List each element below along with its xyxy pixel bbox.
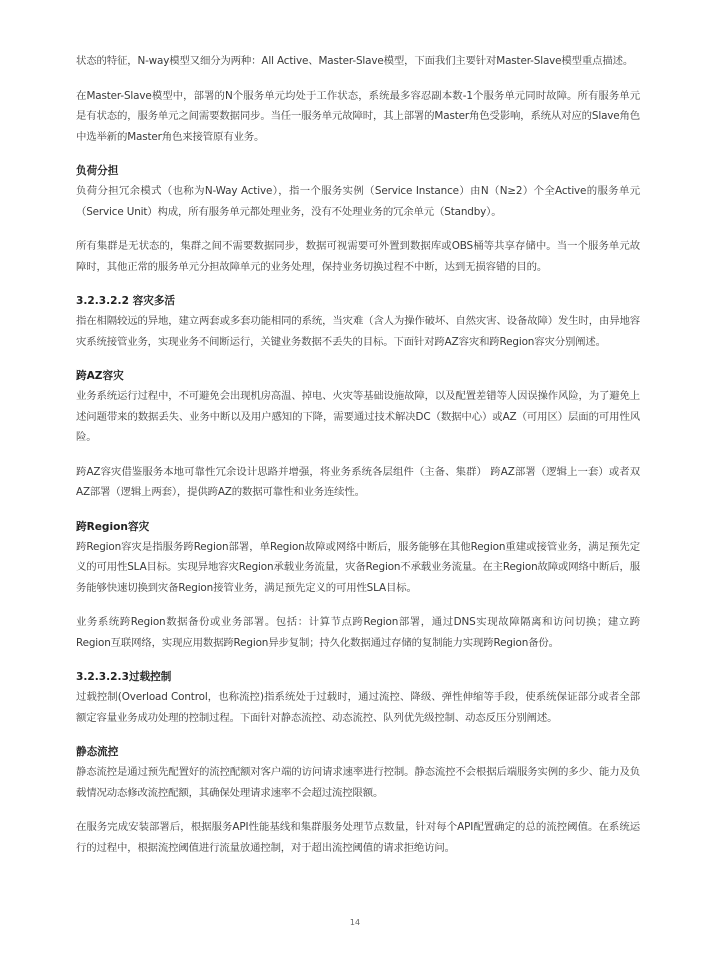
paragraph: 负荷分担冗余模式（也称为N-Way Active），指一个服务实例（Service Instance）由N（N≥2）个全Active的服务单元（Service Unit）构成，所有服务单元都处理业务，没有不处理业务的冗余单元（Standby）。 — [76, 185, 640, 218]
section-heading-load-sharing: 负荷分担 — [76, 165, 119, 177]
paragraph: 跨Region容灾是指服务跨Region部署，单Region故障或网络中断后，服务能够在其他Region重建或接管业务，满足预先定义的可用性SLA目标。实现异地容灾Region承载业务流量，灾备Region不承载业务流量。在主Region故障或网络中断后，服务能够快速切换到灾备Region接管业务，满足预先定义的可用性SLA目标。 — [76, 540, 640, 594]
paragraph: 所有集群是无状态的，集群之间不需要数据同步，数据可视需要可外置到数据库或OBS桶等共享存储中。当一个服务单元故障时，其他正常的服务单元分担故障单元的业务处理，保持业务切换过程不中断，达到无损容错的目的。 — [76, 240, 640, 273]
paragraph: 业务系统跨Region数据备份或业务部署。包括：计算节点跨Region部署，通过DNS实现故障隔离和访问切换；建立跨Region互联网络，实现应用数据跨Region异步复制；持久化数据通过存储的复制能力实现跨Region备份。 — [76, 616, 640, 649]
paragraph: 业务系统运行过程中，不可避免会出现机房高温、掉电、火灾等基础设施故障，以及配置差错等人因误操作风险，为了避免上述问题带来的数据丢失、业务中断以及用户感知的下降，需要通过技术解决DC（数据中心）或AZ（可用区）层面的可用性风险。 — [76, 390, 640, 443]
paragraph: 在Master-Slave模型中，部署的N个服务单元均处于工作状态，系统最多容忍副本数-1个服务单元同时故障。所有服务单元是有状态的，服务单元之间需要数据同步。当任一服务单元故障时，其上部署的Master角色受影响，系统从对应的Slave角色中选举新的Master角色来接管原有业务。 — [76, 89, 641, 143]
section-heading-overload-control: 3.2.3.2.3过载控制 — [76, 671, 172, 683]
paragraph: 状态的特征，N-way模型又细分为两种：All Active、Master-Slave模型，下面我们主要针对Master-Slave模型重点描述。 — [76, 55, 634, 67]
section-heading-static-flow-control: 静态流控 — [76, 746, 119, 758]
section-heading-disaster-recovery: 3.2.3.2.2 容灾多活 — [76, 295, 176, 307]
section-heading-cross-az: 跨AZ容灾 — [76, 370, 124, 382]
paragraph: 指在相隔较远的异地，建立两套或多套功能相同的系统，当灾难（含人为操作破坏、自然灾害、设备故障）发生时，由异地容灾系统接管业务，实现业务不间断运行，关键业务数据不丢失的目标。下面针对跨AZ容灾和跨Region容灾分别阐述。 — [76, 315, 640, 348]
paragraph: 静态流控是通过预先配置好的流控配额对客户端的访问请求速率进行控制。静态流控不会根据后端服务实例的多少、能力及负载情况动态修改流控配额，其确保处理请求速率不会超过流控限额。 — [76, 766, 640, 799]
paragraph: 跨AZ容灾借鉴服务本地可靠性冗余设计思路并增强，将业务系统各层组件（主备、集群） 跨AZ部署（逻辑上一套）或者双AZ部署（逻辑上两套），提供跨AZ的数据可靠性和业务连续性。 — [76, 465, 640, 498]
page-number: 14 — [349, 918, 361, 927]
section-heading-cross-region: 跨Region容灾 — [76, 520, 150, 533]
document-body — [76, 51, 640, 858]
paragraph: 过载控制(Overload Control，也称流控)指系统处于过载时，通过流控、降级、弹性伸缩等手段，使系统保证部分或者全部额定容量业务成功处理的控制过程。下面针对静态流控、动态流控、队列优先级控制、动态反压分别阐述。 — [76, 691, 640, 724]
paragraph: 在服务完成安装部署后，根据服务API性能基线和集群服务处理节点数量，针对每个API配置确定的总的流控阈值。在系统运行的过程中，根据流控阈值进行流量放通控制，对于超出流控阈值的请求拒绝访问。 — [76, 821, 640, 854]
